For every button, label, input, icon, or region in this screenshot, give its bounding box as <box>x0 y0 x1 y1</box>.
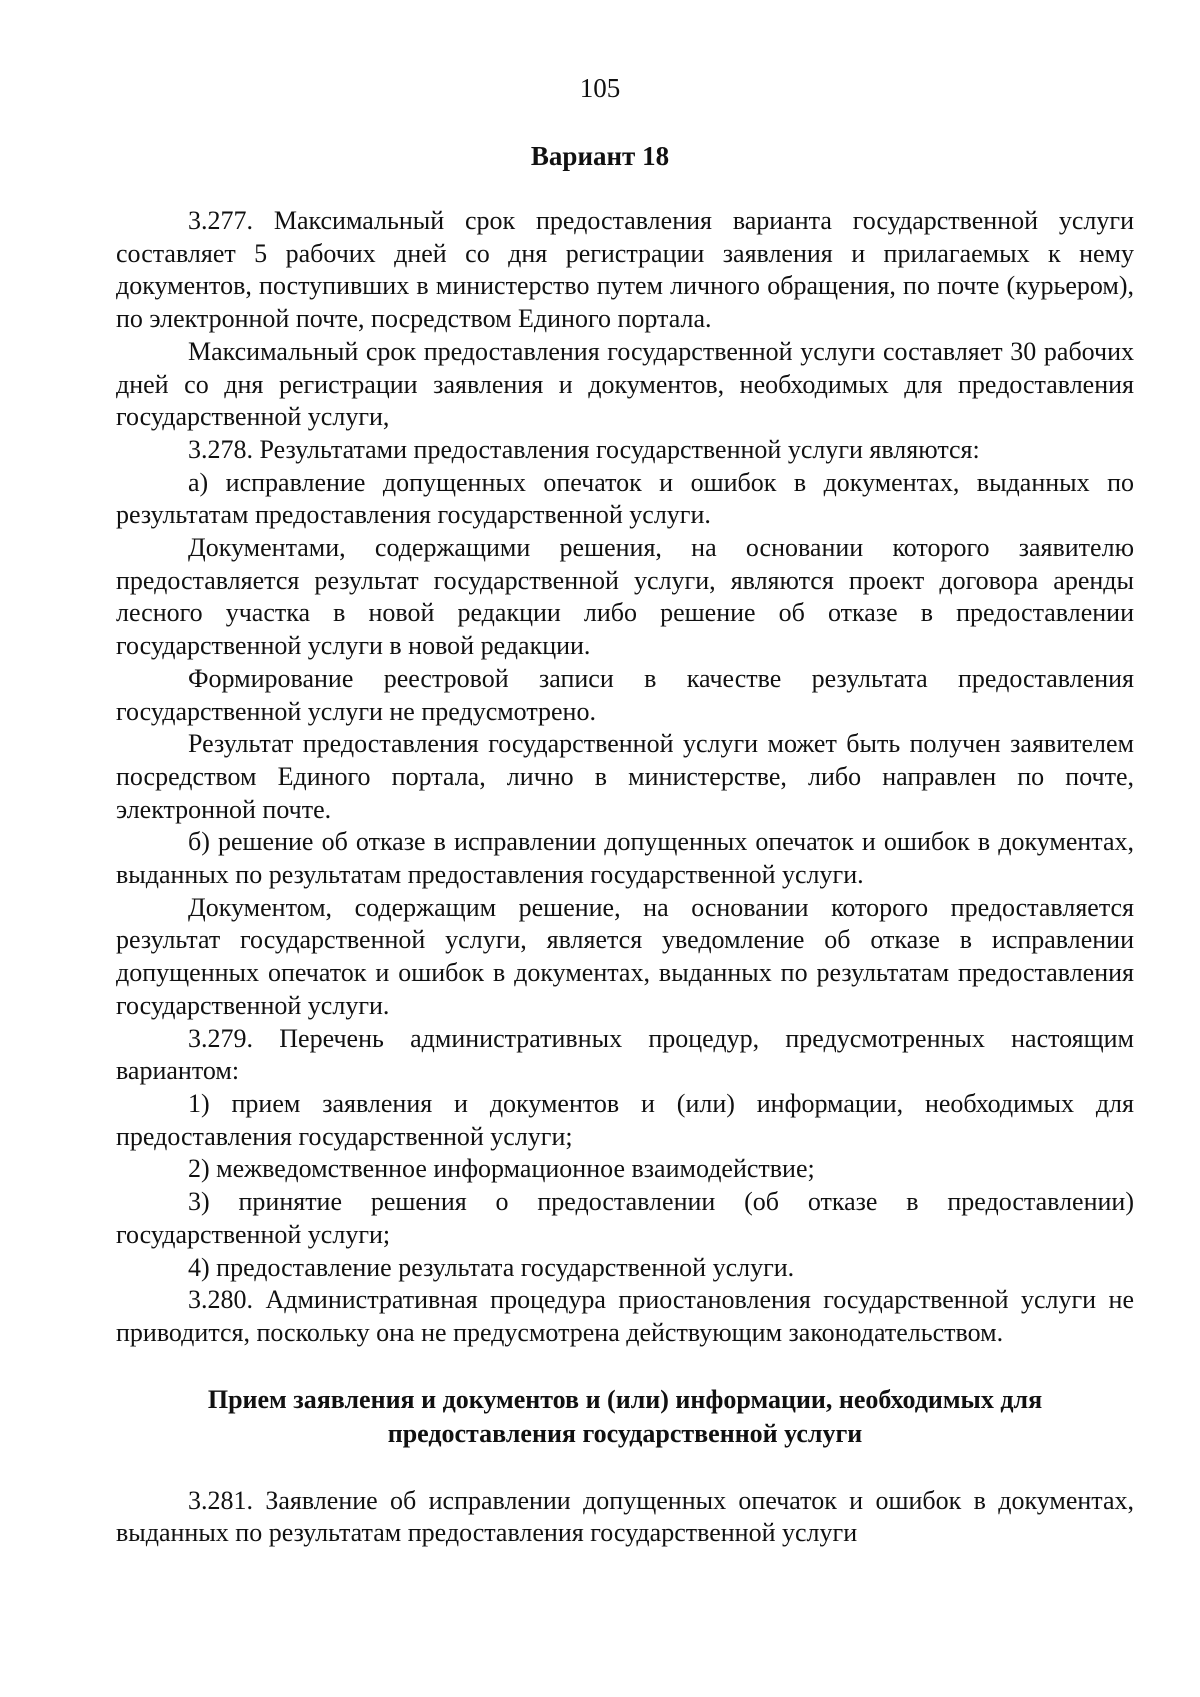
paragraph-3-281: 3.281. Заявление об исправлении допущенных опечаток и ошибок в документах, выданных по результатам предоставления государственной услуги <box>116 1485 1134 1548</box>
list-item-4: 4) предоставление результата государственной услуги. <box>188 1252 795 1282</box>
paragraph-3-277: 3.277. Максимальный срок предоставления варианта государственной услуги составляет 5 рабочих дней со дня регистрации заявления и прилагаемых к нему документов, поступивших в министерство путем личного обращения, по почте (курьером), по электронной почте, посредством Единого портала. <box>116 206 1134 334</box>
paragraph-result-a: а) исправление допущенных опечаток и ошибок в документах, выданных по результатам предоставления государственной услуги. <box>116 467 1134 530</box>
paragraph-3-279: 3.279. Перечень административных процедур, предусмотренных настоящим вариантом: <box>116 1023 1134 1086</box>
paragraph-3-280: 3.280. Административная процедура приостановления государственной услуги не приводится, поскольку она не предусмотрена действующим законодательством. <box>116 1285 1134 1347</box>
list-item-1: 1) прием заявления и документов и (или) информации, необходимых для предоставления государственной услуги; <box>116 1088 1134 1151</box>
paragraph-result-delivery: Результат предоставления государственной услуги может быть получен заявителем посредством Единого портала, лично в министерстве, либо направлен по почте, электронной почте. <box>116 729 1134 824</box>
section-heading: Прием заявления и документов и (или) информации, необходимых для предоставления государственной услуги <box>207 1384 1043 1448</box>
list-item-3: 3) принятие решения о предоставлении (об отказе в предоставлении) государственной услуги; <box>116 1187 1134 1249</box>
variant-title: Вариант 18 <box>530 141 670 171</box>
paragraph-max-term: Максимальный срок предоставления государственной услуги составляет 30 рабочих дней со дня регистрации заявления и документов, необходимых для предоставления государственной услуги, <box>116 336 1134 432</box>
list-item-2: 2) межведомственное информационное взаимодействие; <box>188 1154 815 1184</box>
paragraph-refusal-document: Документом, содержащим решение, на основании которого предоставляется результат государственной услуги, является уведомление об отказе в исправлении допущенных опечаток и ошибок в документах, выданных по результатам предоставления государственной услуги. <box>116 892 1134 1020</box>
paragraph-result-documents: Документами, содержащими решения, на основании которого заявителю предоставляется результат государственной услуги, являются проект договора аренды лесного участка в новой редакции либо решение об отказе в предоставлении государственной услуги в новой редакции. <box>116 533 1134 661</box>
document-body <box>116 205 1134 1550</box>
paragraph-registry-record: Формирование реестровой записи в качестве результата предоставления государственной услуги не предусмотрено. <box>116 663 1134 726</box>
paragraph-result-b: б) решение об отказе в исправлении допущенных опечаток и ошибок в документах, выданных по результатам предоставления государственной услуги. <box>116 827 1134 890</box>
paragraph-3-278: 3.278. Результатами предоставления государственной услуги являются: <box>188 434 980 464</box>
page-number: 105 <box>579 73 621 103</box>
